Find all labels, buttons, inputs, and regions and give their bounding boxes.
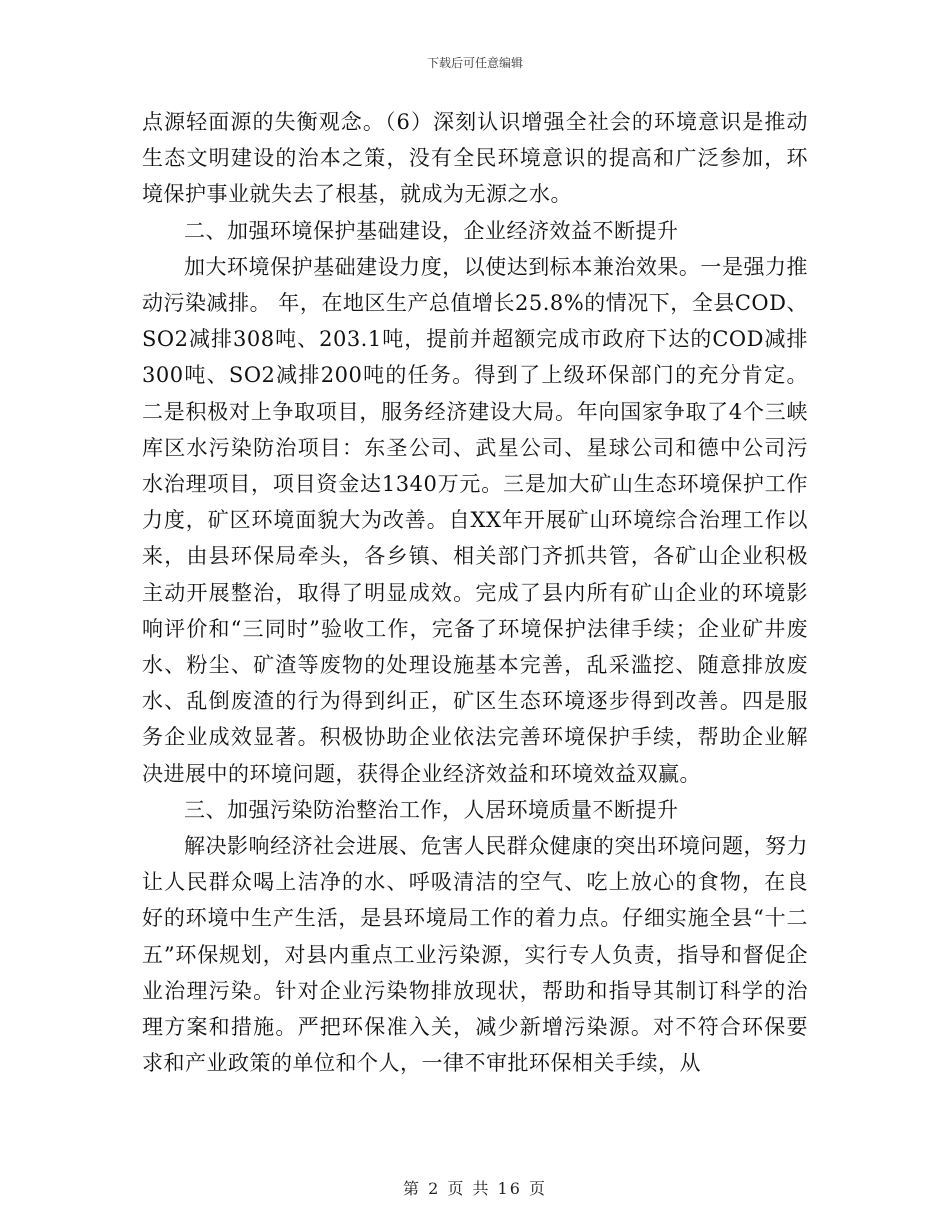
paragraph-continuation: 点源轻面源的失衡观念。（6）深刻认识增强全社会的环境意识是推动生态文明建设的治本之策，没有全民环境意识的提高和广泛参加，环境保护事业就失去了根基，就成为无源之水。 (142, 110, 808, 207)
page-header: 下载后可任意编辑 (426, 56, 523, 70)
page-footer: 第 2 页 共 16 页 (403, 1179, 547, 1198)
document-body (142, 104, 808, 1081)
section-heading-2: 二、加强环境保护基础建设，企业经济效益不断提升 (184, 218, 679, 243)
paragraph-infrastructure: 加大环境保护基础建设力度，以使达到标本兼治效果。一是强力推动污染减排。 年，在地区生产总值增长25.8%的情况下，全县COD、SO2减排308吨、203.1吨，提前并超额完成市政府下达的COD减排300吨、SO2减排200吨的任务。得到了上级环保部门的充分肯定。二是积极对上争取项目，服务经济建设大局。年向国家争取了4个三峡库区水污染防治项目：东圣公司、武星公司、星球公司和德中公司污水治理项目，项目资金达1340万元。三是加大矿山生态环境保护工作力度，矿区环境面貌大为改善。自XX年开展矿山环境综合治理工作以来，由县环保局牵头，各乡镇、相关部门齐抓共管，各矿山企业积极主动开展整治，取得了明显成效。完成了县内所有矿山企业的环境影响评价和“三同时”验收工作，完备了环境保护法律手续；企业矿井废水、粉尘、矿渣等废物的处理设施基本完善，乱采滥挖、随意排放废水、乱倒废渣的行为得到纠正，矿区生态环境逐步得到改善。四是服务企业成效显著。积极协助企业依法完善环境保护手续，帮助企业解决进展中的环境问题，获得企业经济效益和环境效益双赢。 (142, 254, 808, 786)
paragraph-pollution-control: 解决影响经济社会进展、危害人民群众健康的突出环境问题，努力让人民群众喝上洁净的水、呼吸清洁的空气、吃上放心的食物，在良好的环境中生产生活，是县环境局工作的着力点。仔细实施全县“十二五”环保规划，对县内重点工业污染源，实行专人负责，指导和督促企业治理污染。针对企业污染物排放现状，帮助和指导其制订科学的治理方案和措施。严把环保准入关，减少新增污染源。对不符合环保要求和产业政策的单位和个人，一律不审批环保相关手续，从 (142, 834, 808, 1076)
section-heading-3: 三、加强污染防治整治工作，人居环境质量不断提升 (184, 797, 679, 822)
